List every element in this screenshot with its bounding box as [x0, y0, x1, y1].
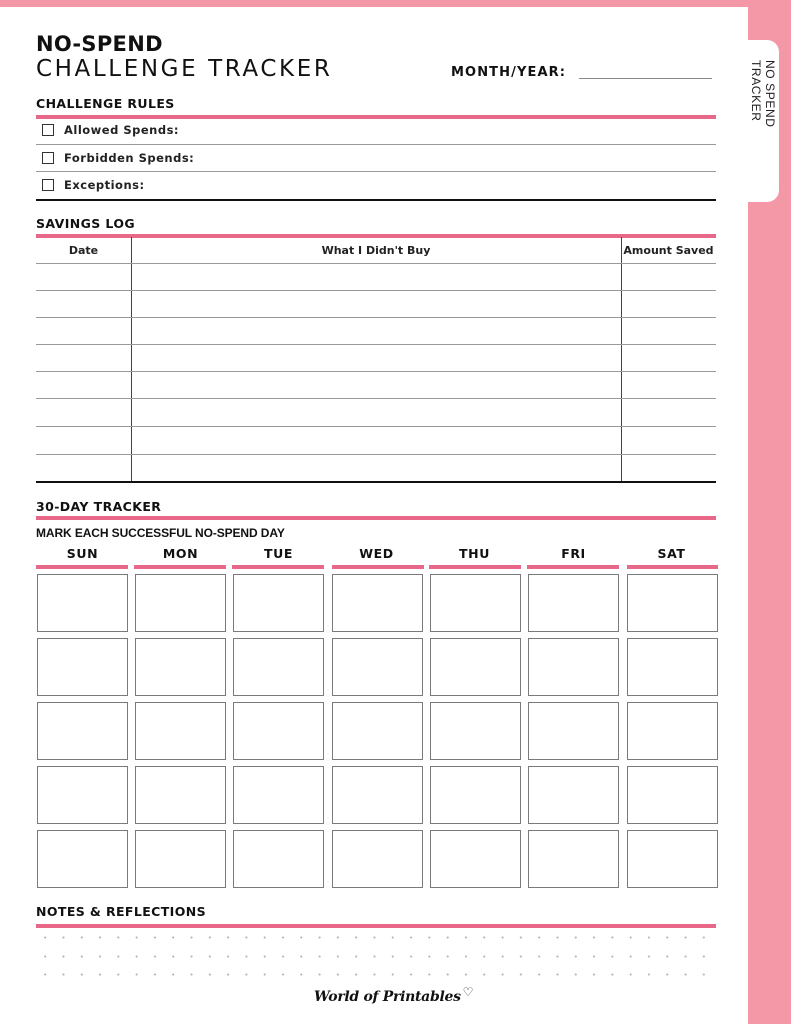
- day-cell[interactable]: [430, 574, 521, 632]
- table-row[interactable]: [36, 426, 716, 427]
- day-header-sat: SAT: [657, 546, 686, 561]
- savings-log-title: SAVINGS LOG: [36, 216, 136, 231]
- day-header-fri: FRI: [561, 546, 586, 561]
- checkbox[interactable]: [42, 179, 54, 191]
- tracker-divider: [36, 516, 716, 520]
- day-cell[interactable]: [528, 702, 619, 760]
- day-cell[interactable]: [430, 766, 521, 824]
- day-bar: [232, 565, 324, 569]
- table-row[interactable]: [36, 290, 716, 291]
- side-tab-label: NO SPEND TRACKER: [749, 60, 777, 128]
- notes-divider: [36, 924, 716, 928]
- rule-label: Forbidden Spends:: [64, 151, 195, 165]
- dot-grid-row[interactable]: [36, 955, 718, 958]
- day-header-mon: MON: [162, 546, 199, 561]
- heart-icon: ♡: [462, 985, 474, 999]
- day-bar: [627, 565, 718, 569]
- day-cell[interactable]: [233, 638, 324, 696]
- day-cell[interactable]: [233, 574, 324, 632]
- page-title-line2: CHALLENGE TRACKER: [36, 56, 333, 82]
- day-cell[interactable]: [135, 830, 226, 888]
- day-cell[interactable]: [430, 638, 521, 696]
- day-cell[interactable]: [233, 830, 324, 888]
- table-row[interactable]: [36, 398, 716, 399]
- month-year-field[interactable]: [579, 78, 712, 79]
- day-bar: [527, 565, 619, 569]
- day-cell[interactable]: [135, 702, 226, 760]
- column-divider: [131, 237, 132, 482]
- rule-line: [36, 144, 716, 145]
- challenge-rules-title: CHALLENGE RULES: [36, 96, 175, 111]
- dot-grid-row[interactable]: [36, 936, 718, 939]
- table-row[interactable]: [36, 317, 716, 318]
- dot-grid-row[interactable]: [36, 973, 718, 976]
- day-cell[interactable]: [528, 574, 619, 632]
- day-bar: [332, 565, 424, 569]
- day-cell[interactable]: [37, 702, 128, 760]
- day-cell[interactable]: [627, 766, 718, 824]
- day-cell[interactable]: [332, 638, 423, 696]
- rules-bottom-line: [36, 199, 716, 201]
- rule-label: Allowed Spends:: [64, 123, 180, 137]
- day-cell[interactable]: [37, 638, 128, 696]
- day-cell[interactable]: [430, 702, 521, 760]
- day-cell[interactable]: [135, 574, 226, 632]
- day-bar: [36, 565, 128, 569]
- month-year-label: MONTH/YEAR:: [451, 65, 567, 80]
- day-bar: [429, 565, 521, 569]
- page-title-line1: NO-SPEND: [36, 32, 163, 56]
- day-cell[interactable]: [627, 830, 718, 888]
- day-bar: [134, 565, 226, 569]
- day-cell[interactable]: [37, 766, 128, 824]
- table-bottom-line: [36, 481, 716, 483]
- brand-text: World of Printables: [314, 989, 461, 1005]
- table-row[interactable]: [36, 263, 716, 264]
- column-header-date: Date: [68, 243, 99, 257]
- day-cell[interactable]: [627, 638, 718, 696]
- day-cell[interactable]: [332, 574, 423, 632]
- brand-logo: [314, 985, 474, 1005]
- checkbox[interactable]: [42, 124, 54, 136]
- day-header-thu: THU: [459, 546, 490, 561]
- day-cell[interactable]: [37, 574, 128, 632]
- day-cell[interactable]: [528, 766, 619, 824]
- notes-title: NOTES & REFLECTIONS: [36, 904, 207, 919]
- day-cell[interactable]: [627, 574, 718, 632]
- day-cell[interactable]: [430, 830, 521, 888]
- rule-exceptions[interactable]: [42, 178, 145, 192]
- day-cell[interactable]: [135, 766, 226, 824]
- day-cell[interactable]: [135, 638, 226, 696]
- column-header-item: What I Didn't Buy: [321, 243, 431, 257]
- day-cell[interactable]: [37, 830, 128, 888]
- column-header-amount: Amount Saved: [623, 243, 714, 257]
- day-cell[interactable]: [233, 766, 324, 824]
- rule-line: [36, 171, 716, 172]
- tracker-subtitle: MARK EACH SUCCESSFUL NO-SPEND DAY: [36, 526, 285, 540]
- checkbox[interactable]: [42, 152, 54, 164]
- day-header-tue: TUE: [263, 546, 293, 561]
- day-cell[interactable]: [332, 702, 423, 760]
- rule-forbidden-spends[interactable]: [42, 151, 194, 165]
- day-header-sun: SUN: [66, 546, 99, 561]
- column-divider: [621, 237, 622, 482]
- day-cell[interactable]: [332, 766, 423, 824]
- day-header-wed: WED: [359, 546, 394, 561]
- table-row[interactable]: [36, 371, 716, 372]
- day-cell[interactable]: [528, 638, 619, 696]
- day-cell[interactable]: [233, 702, 324, 760]
- rule-label: Exceptions:: [64, 178, 145, 192]
- rule-allowed-spends[interactable]: [42, 123, 179, 137]
- day-cell[interactable]: [627, 702, 718, 760]
- day-cell[interactable]: [332, 830, 423, 888]
- tracker-title: 30-DAY TRACKER: [36, 499, 162, 514]
- table-row[interactable]: [36, 454, 716, 455]
- challenge-rules-divider: [36, 115, 716, 119]
- table-row[interactable]: [36, 344, 716, 345]
- day-cell[interactable]: [528, 830, 619, 888]
